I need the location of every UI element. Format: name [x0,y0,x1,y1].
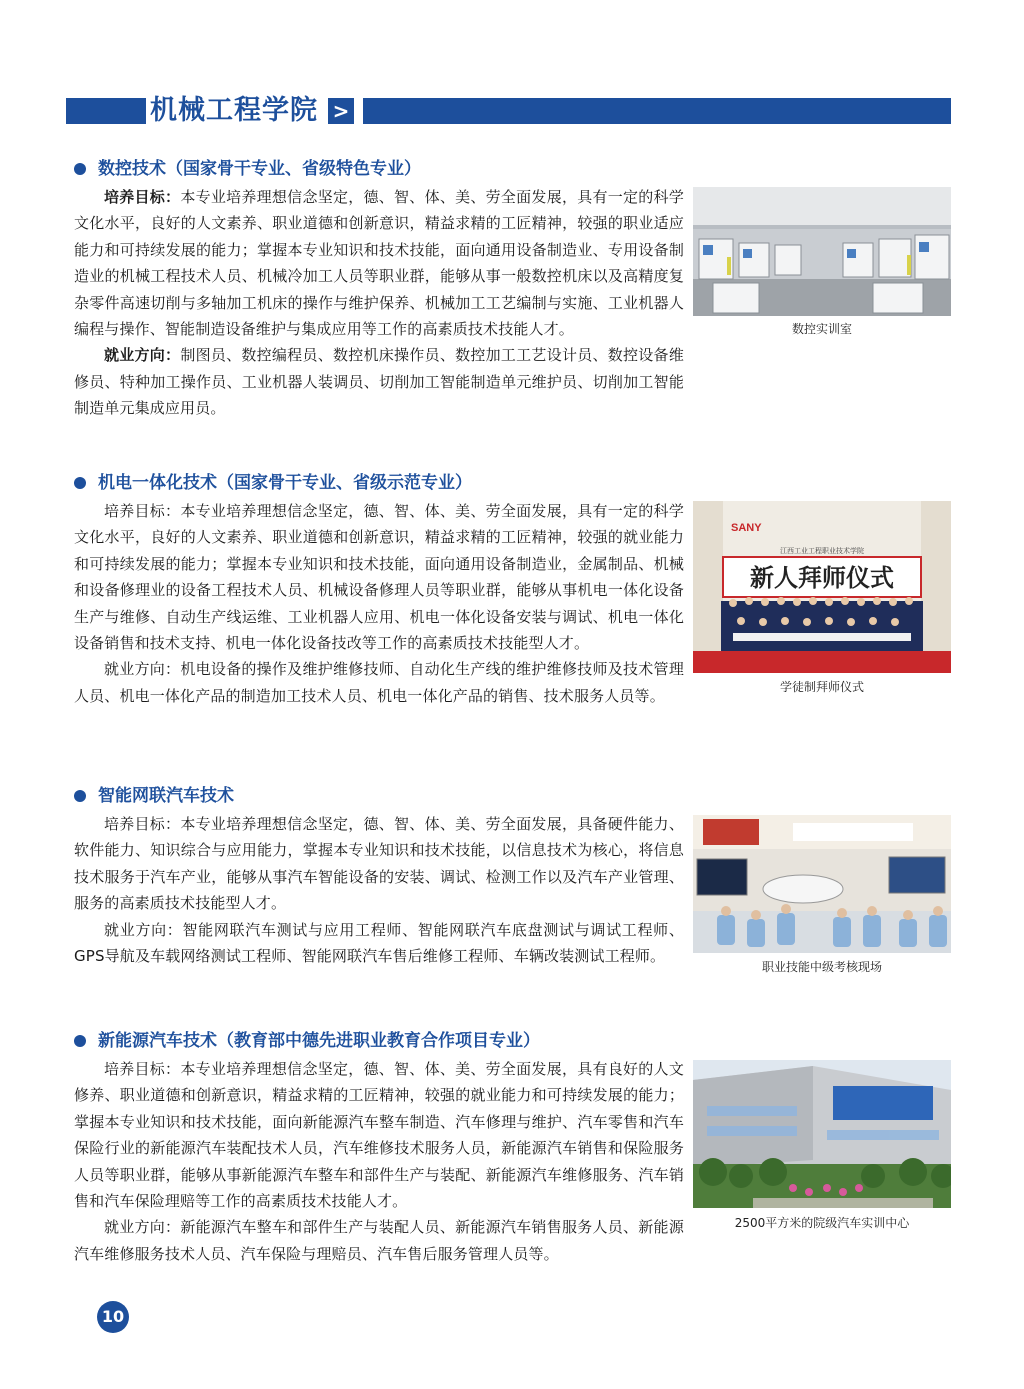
career-direction [74,1214,684,1267]
header-bar-left [66,98,146,124]
career-label: 就业方向： [104,660,181,679]
goal-text: 本专业培养理想信念坚定，德、智、体、美、劳全面发展，具有一定的科学文化水平，良好的人文素养、职业道德和创新意识，精益求精的工匠精神，较强的就业能力和可持续发展的能力；掌握本专业知识和技术技能，面向通用设备制造业，金属制品、机械和设备修理业的设备工程技术人员、机械设备修理人员等职业群，能够从事机电一体化设备生产与维修、自动生产线运维、工业机器人应用、机电一体化设备安装与调试、机电一体化设备销售和技术支持、机电一体化设备技改等工作的高素质技术技能型人才。 [74,502,684,653]
training-goal [74,184,684,342]
goal-label: 培养目标： [104,188,181,206]
section-title: 数控技术（国家骨干专业、省级特色专业） [98,159,421,179]
photo-caption: 2500平方米的院级汽车实训中心 [734,1216,910,1230]
goal-text: 本专业培养理想信念坚定，德、智、体、美、劳全面发展，具备硬件能力、软件能力、知识综合与应用能力，掌握本专业知识和技术技能，以信息技术为核心，将信息技术服务于汽车产业，能够从事汽车智能设备的安装、调试、检测工作以及汽车产业管理、服务的高素质技术技能型人才。 [74,815,684,913]
career-direction [74,656,684,709]
career-text: 新能源汽车整车和部件生产与装配人员、新能源汽车销售服务人员、新能源汽车维修服务技术人员、汽车保险与理赔员、汽车售后服务管理人员等。 [74,1218,684,1263]
section-title: 智能网联汽车技术 [98,786,234,806]
bullet-dot-icon [74,1035,86,1047]
career-text: 制图员、数控编程员、数控机床操作员、数控加工工艺设计员、数控设备维修员、特种加工操作员、工业机器人装调员、切削加工智能制造单元维护员、切削加工智能制造单元集成应用员。 [74,346,684,418]
photo-skills-assessment [693,815,951,953]
section-new-energy-vehicle [74,1028,684,1267]
career-label: 就业方向： [104,346,181,365]
section-title: 机电一体化技术（国家骨干专业、省级示范专业） [98,473,472,493]
training-goal [74,498,684,656]
training-goal [74,811,684,917]
section-title: 新能源汽车技术（教育部中德先进职业教育合作项目专业） [98,1031,540,1051]
photo-caption: 学徒制拜师仪式 [779,680,864,694]
photo-sign-brand: SANY [731,522,762,534]
goal-text: 本专业培养理想信念坚定，德、智、体、美、劳全面发展，具有一定的科学文化水平，良好的人文素养、职业道德和创新意识，精益求精的工匠精神，较强的职业适应能力和可持续发展的能力；掌握本专业知识和技术技能，面向通用设备制造业、专用设备制造业的机械工程技术人员、机械冷加工人员等职业群，能够从事一般数控机床以及高精度复杂零件高速切削与多轴加工机床的操作与维护保养、机械加工工艺编制与实施、工业机器人编程与操作、智能制造设备维护与集成应用等工作的高素质技术技能人才。 [74,188,684,339]
goal-label: 培养目标： [104,502,181,520]
career-label: 就业方向： [104,920,183,939]
training-goal [74,1056,684,1214]
career-text: 机电设备的操作及维护维修技师、自动化生产线的维护维修技师及技术管理人员、机电一体化产品的制造加工技术人员、机电一体化产品的销售、技术服务人员等。 [74,660,684,705]
bullet-dot-icon [74,477,86,489]
photo-caption: 职业技能中级考核现场 [761,960,882,974]
bullet-dot-icon [74,790,86,802]
section-cnc [74,156,684,422]
goal-label: 培养目标： [104,815,181,833]
page-title: 机械工程学院 [150,95,318,126]
photo-sign-ceremony: 新人拜师仪式 [750,563,894,592]
bullet-dot-icon [74,163,86,175]
photo-apprentice-ceremony [693,501,951,673]
header-bar-right [363,98,951,124]
section-connected-vehicle [74,783,684,969]
chevron-right-icon: > [328,98,354,124]
page-number: 10 [97,1301,129,1333]
career-text: 智能网联汽车测试与应用工程师、智能网联汽车底盘测试与调试工程师、GPS导航及车载网络测试工程师、智能网联汽车售后维修工程师、车辆改装测试工程师。 [74,920,684,966]
career-label: 就业方向： [104,1218,181,1237]
photo-sign-school: 江西工业工程职业技术学院 [780,547,864,555]
section-mechatronics [74,470,684,709]
career-direction [74,917,684,970]
goal-text: 本专业培养理想信念坚定，德、智、体、美、劳全面发展，具有良好的人文修养、职业道德和创新意识，精益求精的工匠精神，较强的就业能力和可持续发展的能力；掌握本专业知识和技术技能，面向新能源汽车整车制造、汽车修理与维护、汽车零售和汽车保险行业的新能源汽车装配技术人员，汽车维修技术服务人员，新能源汽车销售和保险服务人员等职业群，能够从事新能源汽车整车和部件生产与装配、新能源汽车维修服务、汽车销售和汽车保险理赔等工作的高素质技术技能人才。 [74,1060,684,1211]
photo-auto-training-center [693,1060,951,1208]
career-direction [74,342,684,421]
photo-cnc-lab [693,187,951,316]
photo-caption: 数控实训室 [791,322,852,336]
goal-label: 培养目标： [104,1060,181,1078]
